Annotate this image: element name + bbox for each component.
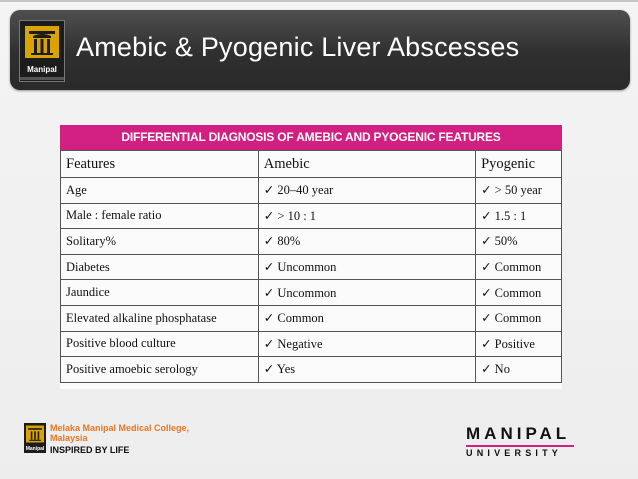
feature-cell: Elevated alkaline phosphatase xyxy=(61,305,259,331)
title-bar xyxy=(10,10,630,90)
table-row xyxy=(61,203,562,229)
footer-manipal-logo xyxy=(24,423,46,453)
feature-cell: Positive amoebic serology xyxy=(61,357,259,383)
table-row xyxy=(61,280,562,306)
amebic-cell: ✓ Negative xyxy=(258,331,475,357)
college-name xyxy=(50,423,189,443)
pyogenic-cell: ✓ 1.5 : 1 xyxy=(476,203,562,229)
amebic-cell: ✓ Uncommon xyxy=(258,254,475,280)
manipal-emblem-icon xyxy=(25,26,59,58)
feature-cell: Solitary% xyxy=(61,229,259,255)
pyogenic-cell: ✓ > 50 year xyxy=(476,178,562,204)
amebic-cell: ✓ Uncommon xyxy=(258,280,475,306)
column-header-pyogenic: Pyogenic xyxy=(476,151,562,178)
manipal-logo xyxy=(19,20,65,82)
footer-logo-label: Manipal xyxy=(25,446,45,452)
university-name: MANIPAL xyxy=(466,424,571,443)
slide-title: Amebic & Pyogenic Liver Abscesses xyxy=(76,32,520,62)
pyogenic-cell: ✓ Positive xyxy=(476,331,562,357)
logo-underline xyxy=(20,77,64,80)
college-name-line2: Malaysia xyxy=(50,433,88,443)
university-subtitle: UNIVERSITY xyxy=(466,448,563,458)
comparison-table xyxy=(60,150,562,383)
pyogenic-cell: ✓ No xyxy=(476,357,562,383)
pyogenic-cell: ✓ Common xyxy=(476,254,562,280)
table-row xyxy=(61,305,562,331)
table-heading: DIFFERENTIAL DIAGNOSIS OF AMEBIC AND PYOGENIC FEATURES xyxy=(60,125,562,150)
pyogenic-cell: ✓ Common xyxy=(476,280,562,306)
table-row xyxy=(61,357,562,383)
pyogenic-cell: ✓ 50% xyxy=(476,229,562,255)
column-header-features: Features xyxy=(61,151,259,178)
tagline: INSPIRED BY LIFE xyxy=(50,445,130,455)
column-header-amebic: Amebic xyxy=(258,151,475,178)
amebic-cell: ✓ 80% xyxy=(258,229,475,255)
pyogenic-cell: ✓ Common xyxy=(476,305,562,331)
differential-diagnosis-table xyxy=(60,125,562,389)
feature-cell: Male : female ratio xyxy=(61,203,259,229)
feature-cell: Age xyxy=(61,178,259,204)
table-row xyxy=(61,331,562,357)
college-name-line1: Melaka Manipal Medical College, xyxy=(50,423,190,433)
logo-label: Manipal xyxy=(27,65,57,74)
feature-cell: Positive blood culture xyxy=(61,331,259,357)
table-header-row xyxy=(61,151,562,178)
university-divider xyxy=(466,445,574,447)
table-row xyxy=(61,229,562,255)
table-row xyxy=(61,254,562,280)
amebic-cell: ✓ > 10 : 1 xyxy=(258,203,475,229)
amebic-cell: ✓ Yes xyxy=(258,357,475,383)
feature-cell: Diabetes xyxy=(61,254,259,280)
feature-cell: Jaundice xyxy=(61,280,259,306)
amebic-cell: ✓ 20–40 year xyxy=(258,178,475,204)
amebic-cell: ✓ Common xyxy=(258,305,475,331)
manipal-emblem-icon xyxy=(26,425,44,443)
table-row xyxy=(61,178,562,204)
